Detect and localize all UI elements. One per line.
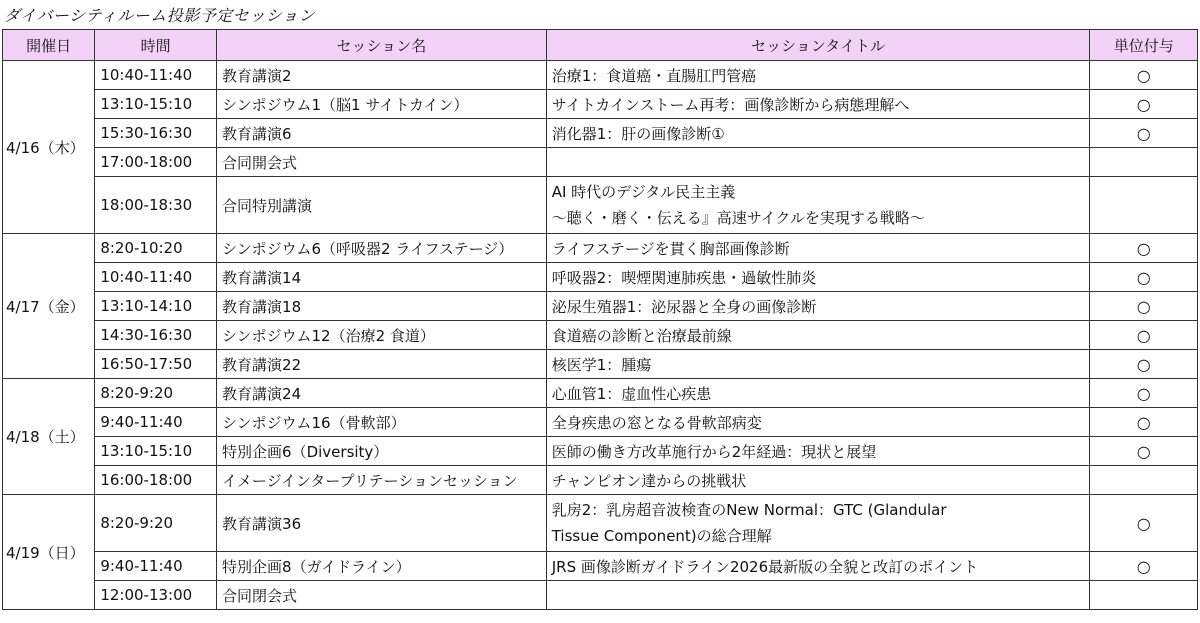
credit-mark: ○ xyxy=(1090,350,1198,379)
session-title-cell: JRS 画像診断ガイドライン2026最新版の全貌と改訂のポイント xyxy=(546,552,1090,581)
time-cell: 13:10-15:10 xyxy=(95,437,217,466)
credit-mark: ○ xyxy=(1090,379,1198,408)
session-title-cell: 消化器1：肝の画像診断① xyxy=(546,119,1090,148)
session-title-cell: 全身疾患の窓となる骨軟部病変 xyxy=(546,408,1090,437)
time-cell: 17:00-18:00 xyxy=(95,148,217,177)
session-name-cell: 教育講演22 xyxy=(217,350,547,379)
table-row xyxy=(3,466,1198,495)
title-line-2: ～聴く・磨く・伝える』高速サイクルを実現する戦略～ xyxy=(551,209,925,227)
credit-mark: ○ xyxy=(1090,90,1198,119)
session-name-cell: シンポジウム16（骨軟部） xyxy=(217,408,547,437)
session-name-cell: 教育講演14 xyxy=(217,263,547,292)
credit-mark: ○ xyxy=(1090,234,1198,263)
session-title-cell: 泌尿生殖器1：泌尿器と全身の画像診断 xyxy=(546,292,1090,321)
credit-mark: ○ xyxy=(1090,61,1198,90)
session-name-cell: 特別企画8（ガイドライン） xyxy=(217,552,547,581)
header-time: 時間 xyxy=(95,30,217,61)
credit-mark: ○ xyxy=(1090,119,1198,148)
time-cell: 13:10-15:10 xyxy=(95,90,217,119)
table-row xyxy=(3,581,1198,610)
credit-mark xyxy=(1090,581,1198,610)
table-row xyxy=(3,119,1198,148)
session-title-cell xyxy=(546,177,1090,234)
table-row xyxy=(3,90,1198,119)
credit-mark: ○ xyxy=(1090,263,1198,292)
header-session-name: セッション名 xyxy=(217,30,547,61)
time-cell: 14:30-16:30 xyxy=(95,321,217,350)
session-name-cell: 教育講演6 xyxy=(217,119,547,148)
session-title-cell: 核医学1：腫瘍 xyxy=(546,350,1090,379)
credit-mark: ○ xyxy=(1090,408,1198,437)
table-row xyxy=(3,321,1198,350)
session-name-cell: 教育講演24 xyxy=(217,379,547,408)
time-cell: 10:40-11:40 xyxy=(95,61,217,90)
time-cell: 8:20-9:20 xyxy=(95,495,217,552)
title-line-2: Tissue Component)の総合理解 xyxy=(551,527,772,545)
table-row xyxy=(3,177,1198,234)
credit-mark xyxy=(1090,177,1198,234)
session-title-cell: ライフステージを貫く胸部画像診断 xyxy=(546,234,1090,263)
date-cell: 4/16（木） xyxy=(3,61,95,234)
title-line-1: 乳房2：乳房超音波検査のNew Normal：GTC (Glandular xyxy=(551,501,947,519)
table-row xyxy=(3,234,1198,263)
table-row xyxy=(3,292,1198,321)
time-cell: 15:30-16:30 xyxy=(95,119,217,148)
date-cell: 4/18（土） xyxy=(3,379,95,495)
session-title-cell xyxy=(546,581,1090,610)
session-title-cell: 食道癌の診断と治療最前線 xyxy=(546,321,1090,350)
header-session-title: セッションタイトル xyxy=(546,30,1090,61)
table-row xyxy=(3,148,1198,177)
time-cell: 18:00-18:30 xyxy=(95,177,217,234)
session-title-cell: 心血管1：虚血性心疾患 xyxy=(546,379,1090,408)
session-name-cell: 合同特別講演 xyxy=(217,177,547,234)
session-title-cell xyxy=(546,148,1090,177)
table-row xyxy=(3,350,1198,379)
table-row xyxy=(3,495,1198,552)
credit-mark xyxy=(1090,148,1198,177)
time-cell: 13:10-14:10 xyxy=(95,292,217,321)
credit-mark: ○ xyxy=(1090,321,1198,350)
session-title-cell xyxy=(546,495,1090,552)
session-table xyxy=(2,29,1198,610)
session-title-cell: 医師の働き方改革施行から2年経過：現状と展望 xyxy=(546,437,1090,466)
session-name-cell: 教育講演18 xyxy=(217,292,547,321)
table-row xyxy=(3,552,1198,581)
header-row xyxy=(3,30,1198,61)
session-name-cell: 合同閉会式 xyxy=(217,581,547,610)
time-cell: 8:20-10:20 xyxy=(95,234,217,263)
table-row xyxy=(3,408,1198,437)
header-date: 開催日 xyxy=(3,30,95,61)
credit-mark: ○ xyxy=(1090,495,1198,552)
session-name-cell: 教育講演2 xyxy=(217,61,547,90)
session-name-cell: シンポジウム6（呼吸器2 ライフステージ） xyxy=(217,234,547,263)
time-cell: 8:20-9:20 xyxy=(95,379,217,408)
session-title-cell: 治療1：食道癌・直腸肛門管癌 xyxy=(546,61,1090,90)
date-cell: 4/17（金） xyxy=(3,234,95,379)
session-name-cell: イメージインタープリテーションセッション xyxy=(217,466,547,495)
title-line-1: AI 時代のデジタル民主主義 xyxy=(551,183,736,201)
table-row xyxy=(3,437,1198,466)
session-name-cell: 合同開会式 xyxy=(217,148,547,177)
time-cell: 12:00-13:00 xyxy=(95,581,217,610)
session-name-cell: 教育講演36 xyxy=(217,495,547,552)
credit-mark: ○ xyxy=(1090,437,1198,466)
header-credit: 単位付与 xyxy=(1090,30,1198,61)
credit-mark: ○ xyxy=(1090,552,1198,581)
date-cell: 4/19（日） xyxy=(3,495,95,610)
session-name-cell: 特別企画6（Diversity） xyxy=(217,437,547,466)
session-title-cell: サイトカインストーム再考：画像診断から病態理解へ xyxy=(546,90,1090,119)
session-title-cell: チャンピオン達からの挑戦状 xyxy=(546,466,1090,495)
time-cell: 9:40-11:40 xyxy=(95,408,217,437)
table-row xyxy=(3,379,1198,408)
time-cell: 16:00-18:00 xyxy=(95,466,217,495)
table-row xyxy=(3,263,1198,292)
table-row xyxy=(3,61,1198,90)
session-name-cell: シンポジウム1（脳1 サイトカイン） xyxy=(217,90,547,119)
credit-mark xyxy=(1090,466,1198,495)
session-title-cell: 呼吸器2：喫煙関連肺疾患・過敏性肺炎 xyxy=(546,263,1090,292)
table-caption: ダイバーシティルーム投影予定セッション xyxy=(4,6,315,25)
time-cell: 9:40-11:40 xyxy=(95,552,217,581)
time-cell: 10:40-11:40 xyxy=(95,263,217,292)
time-cell: 16:50-17:50 xyxy=(95,350,217,379)
credit-mark: ○ xyxy=(1090,292,1198,321)
session-name-cell: シンポジウム12（治療2 食道） xyxy=(217,321,547,350)
